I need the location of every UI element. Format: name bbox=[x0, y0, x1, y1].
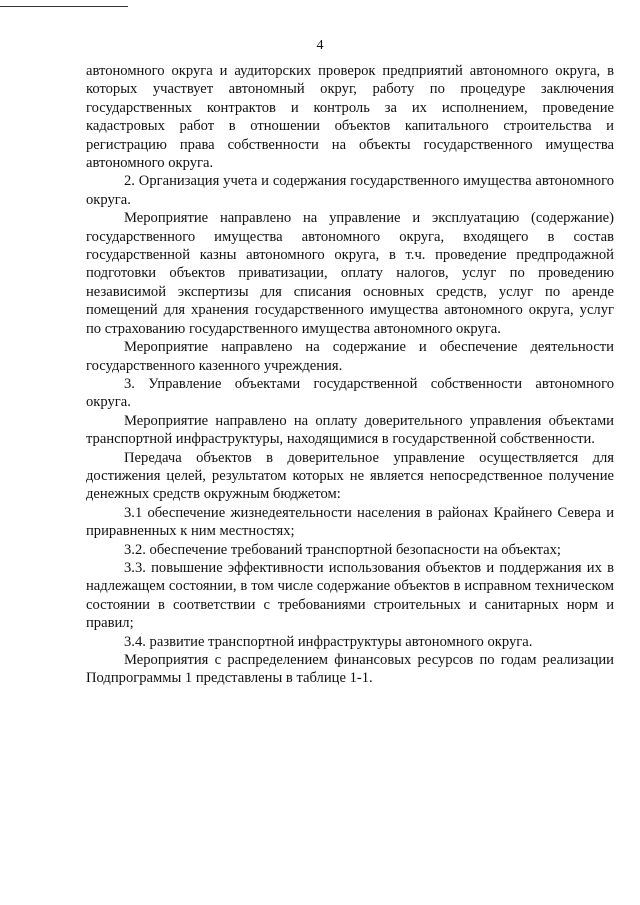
list-item-3-2: 3.2. обеспечение требований транспортной безопасности на объектах; bbox=[124, 541, 561, 558]
section-heading-3: 3. Управление объектами государственной собственности автономного округа. bbox=[86, 375, 614, 411]
list-item-3-3: 3.3. повышение эффективности использования объектов и поддержания их в надлежащем состоянии, в том числе содержание объектов в исправном техническом состоянии в соответствии с требованиями строительных и санитарных норм и правил; bbox=[86, 559, 614, 632]
section-heading-2: 2. Организация учета и содержания государственного имущества автономного округа. bbox=[86, 173, 614, 208]
paragraph: Мероприятие направлено на управление и эксплуатацию (содержание) государственного имущества автономного округа, входящего в состав государственной казны автономного округа, в т.ч. проведение предпродажной подготовки объектов приватизации, оплату налогов, услуг по проведению независимой экспертизы для списания основных средств, услуг по аренде помещений для хранения государственного имущества автономного округа, услуг по страхованию государственного имущества автономного округа. bbox=[86, 210, 614, 337]
top-left-rule bbox=[0, 6, 128, 7]
paragraph-continuation: автономного округа и аудиторских проверок предприятий автономного округа, в которых участвует автономный округ, работу по процедуре заключения государственных контрактов и контроль за их исполнением, проведение кадастровых работ в отношении объектов капитального строительства и регистрацию права собственности на объекты государственного имущества автономного округа. bbox=[86, 63, 614, 172]
paragraph: Передача объектов в доверительное управление осуществляется для достижения целей, результатом которых не является непосредственное получение денежных средств окружным бюджетом: bbox=[86, 449, 614, 503]
list-item-3-4: 3.4. развитие транспортной инфраструктуры автономного округа. bbox=[124, 633, 533, 650]
page-number: 4 bbox=[316, 38, 324, 53]
paragraph: Мероприятие направлено на содержание и обеспечение деятельности государственного казенного учреждения. bbox=[86, 339, 614, 374]
paragraph: Мероприятие направлено на оплату доверительного управления объектами транспортной инфраструктуры, находящимися в государственной собственности. bbox=[86, 412, 614, 448]
list-item-3-1: 3.1 обеспечение жизнедеятельности населения в районах Крайнего Севера и приравненных к ним местностях; bbox=[86, 504, 614, 540]
paragraph: Мероприятия с распределением финансовых ресурсов по годам реализации Подпрограммы 1 представлены в таблице 1-1. bbox=[86, 652, 614, 687]
document-body bbox=[86, 62, 614, 688]
